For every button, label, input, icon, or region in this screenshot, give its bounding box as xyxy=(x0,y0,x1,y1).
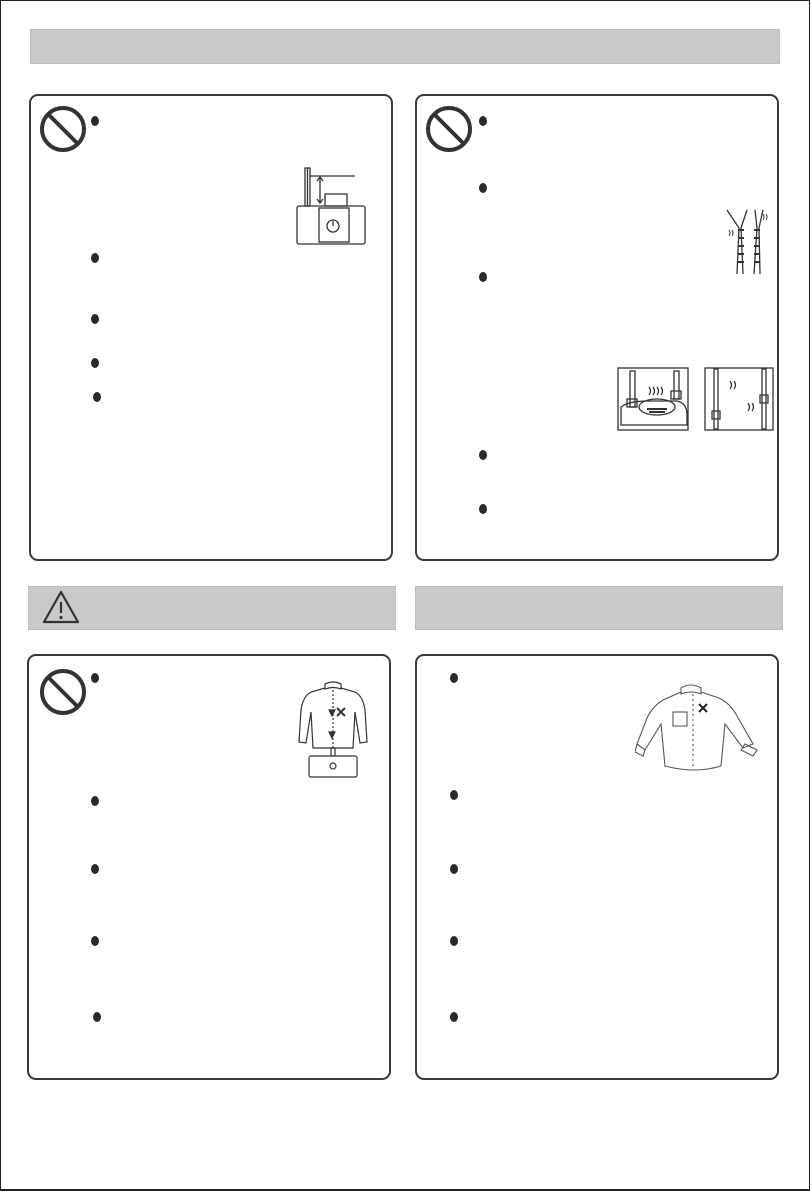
bullet-dot-icon xyxy=(91,253,99,263)
zipper-illustration xyxy=(721,208,771,276)
caution-panel-top-left xyxy=(29,94,393,561)
section-header-bar-right xyxy=(415,586,783,630)
bullet-dot-icon xyxy=(91,673,99,683)
bullet-dot-icon xyxy=(479,272,487,282)
steamer-base-with-pole-diagram xyxy=(293,166,369,248)
bullet-dot-icon xyxy=(91,116,99,126)
bullet-dot-icon xyxy=(479,116,487,126)
bullet-dot-icon xyxy=(450,790,458,800)
bullet-dot-icon xyxy=(91,864,99,874)
bullet-dot-icon xyxy=(91,358,99,368)
section-header-bar-top xyxy=(30,29,780,64)
warning-triangle-icon xyxy=(41,589,81,625)
bullet-dot-icon xyxy=(93,1012,101,1022)
bullet-dot-icon xyxy=(450,936,458,946)
warning-header-bar xyxy=(28,586,396,630)
prohibition-sign-icon xyxy=(38,667,88,717)
pole-steam-closeup xyxy=(704,367,774,431)
bullet-dot-icon xyxy=(479,183,487,193)
bullet-dot-icon xyxy=(91,796,99,806)
caution-panel-bottom-left xyxy=(27,654,391,1080)
bullet-dot-icon xyxy=(91,936,99,946)
prohibition-sign-icon xyxy=(38,104,88,154)
bullet-dot-icon xyxy=(450,864,458,874)
shirt-with-x-mark xyxy=(635,680,759,776)
bullet-dot-icon xyxy=(479,504,487,514)
bullet-dot-icon xyxy=(93,392,101,402)
caution-panel-bottom-right xyxy=(415,654,779,1080)
caution-panel-top-right xyxy=(415,94,779,561)
bullet-dot-icon xyxy=(91,314,99,324)
bullet-dot-icon xyxy=(450,1012,458,1022)
prohibition-sign-icon xyxy=(424,104,474,154)
bullet-dot-icon xyxy=(479,450,487,460)
steamer-base-steam-closeup xyxy=(617,367,689,431)
shirt-on-steamer-with-x xyxy=(297,680,369,780)
bullet-dot-icon xyxy=(450,673,458,683)
